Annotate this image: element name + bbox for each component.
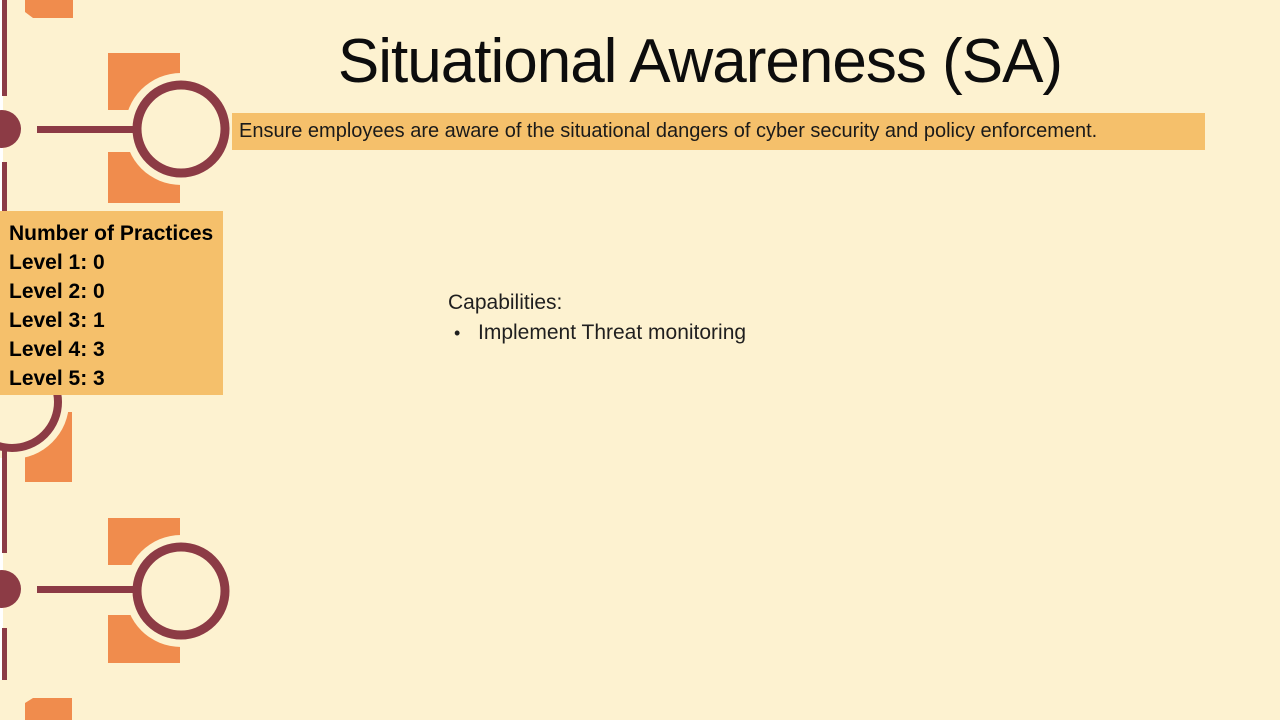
circuit-trace-vertical xyxy=(2,628,7,680)
circuit-node-icon xyxy=(0,570,21,608)
circuit-trace-horizontal xyxy=(37,586,133,593)
circuit-motif-bottom xyxy=(0,518,237,663)
circuit-motif-top xyxy=(0,53,237,203)
practices-line: Level 5: 3 xyxy=(9,367,105,390)
pad-cutout xyxy=(125,535,237,647)
page-title: Situational Awareness (SA) xyxy=(337,27,1063,96)
list-item-label: Implement Threat monitoring xyxy=(478,321,747,344)
subtitle-banner: Ensure employees are aware of the situational dangers of cyber security and policy enforcement. xyxy=(232,113,1205,150)
practices-line: Level 2: 0 xyxy=(9,280,105,303)
circuit-node-icon xyxy=(0,110,21,148)
practices-heading: Number of Practices xyxy=(9,222,214,245)
practices-line: Level 3: 1 xyxy=(9,309,105,332)
corner-pad-icon xyxy=(25,0,73,18)
practices-box xyxy=(0,211,223,395)
practices-line: Level 1: 0 xyxy=(9,251,105,274)
corner-pad-icon xyxy=(25,698,72,720)
pad-cutout xyxy=(125,73,237,185)
practices-line: Level 4: 3 xyxy=(9,338,105,361)
capabilities-section xyxy=(448,288,948,348)
circuit-trace-vertical xyxy=(2,450,7,553)
circuit-trace-vertical xyxy=(2,0,7,96)
circuit-trace-vertical xyxy=(2,162,7,214)
capabilities-heading: Capabilities: xyxy=(448,291,563,314)
list-item xyxy=(448,318,948,348)
bullet-icon: • xyxy=(454,323,461,343)
circuit-trace-horizontal xyxy=(37,126,133,133)
